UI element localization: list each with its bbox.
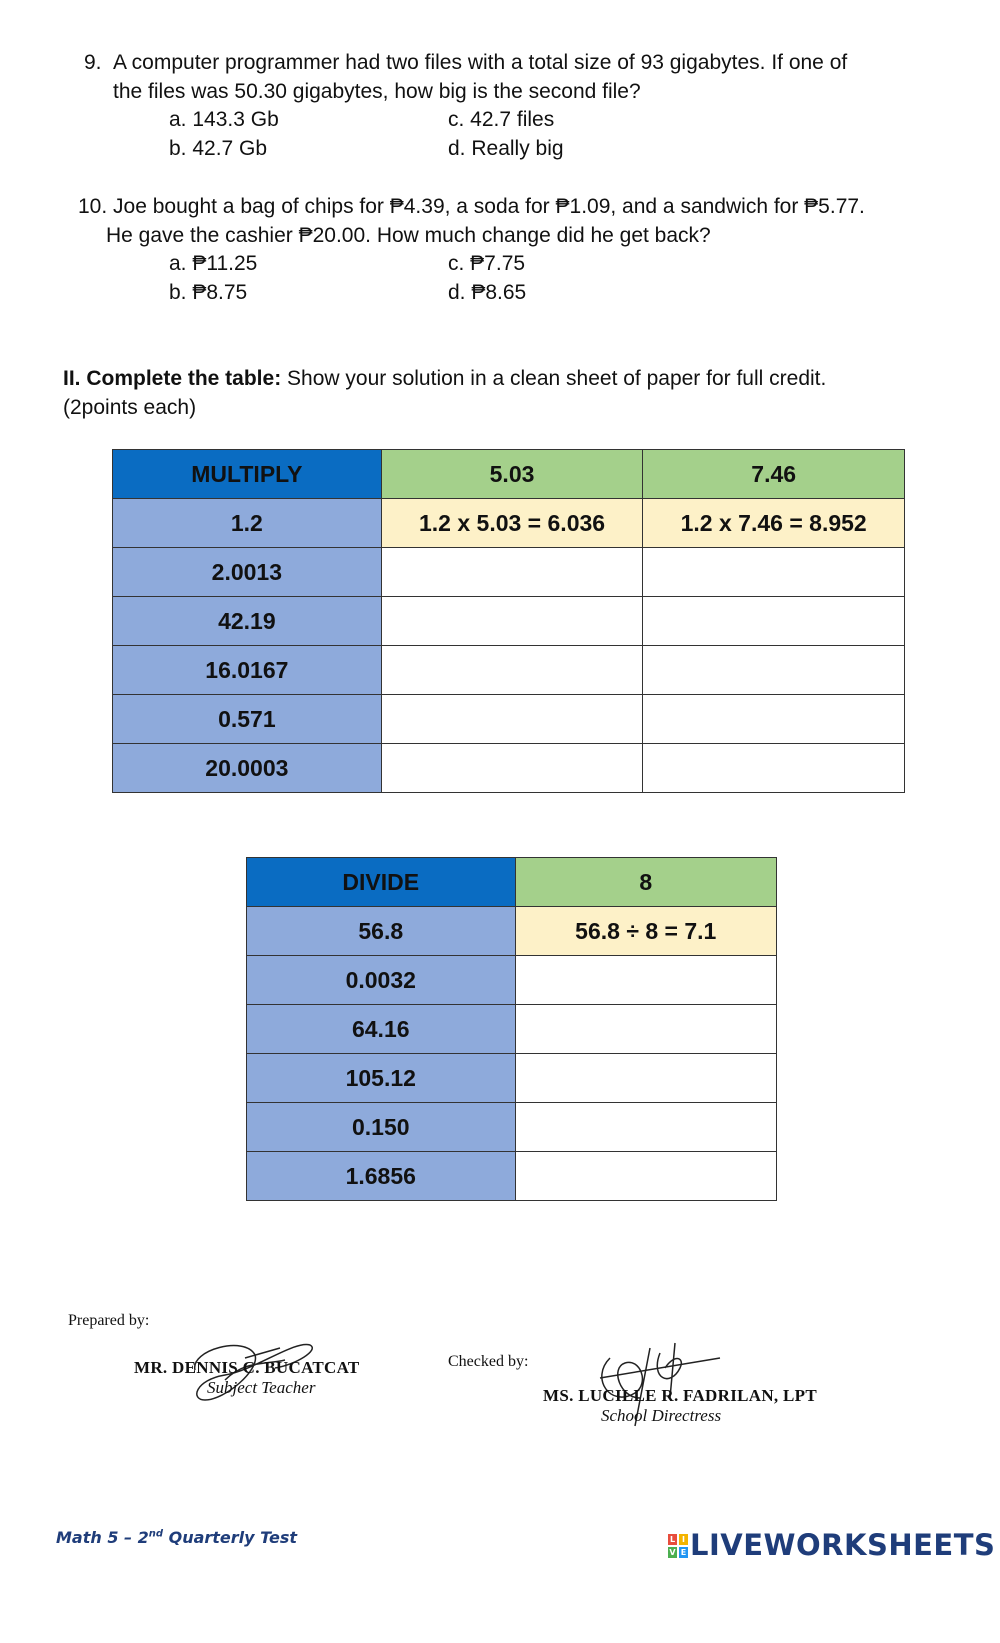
question-10-text-line1: Joe bought a bag of chips for ₱4.39, a soda for ₱1.09, and a sandwich for ₱5.77.	[113, 195, 865, 218]
table-row	[247, 907, 777, 956]
answer-cell[interactable]	[643, 695, 905, 744]
row-label: 20.0003	[113, 744, 382, 793]
question-9-text-line2: the files was 50.30 gigabytes, how big is the second file?	[113, 80, 641, 103]
logo-block: L	[669, 1535, 676, 1544]
answer-input[interactable]	[382, 646, 643, 694]
question-10	[78, 192, 865, 222]
footer-subject-text-end: Quarterly Test	[163, 1528, 298, 1547]
table-header-row	[247, 858, 777, 907]
option-b[interactable]: b. 42.7 Gb	[169, 137, 268, 160]
directress-title: School Directress	[601, 1406, 722, 1425]
answer-cell[interactable]	[643, 597, 905, 646]
table-row	[247, 1152, 777, 1201]
section-2-instruction: Show your solution in a clean sheet of paper for full credit.	[281, 367, 827, 390]
section-2-title: II. Complete the table:	[63, 367, 282, 390]
row-label: 0.0032	[247, 956, 516, 1005]
option-d[interactable]: d. Really big	[448, 137, 564, 160]
directress-name: MS. LUCILLE R. FADRILAN, LPT	[543, 1386, 817, 1405]
answer-input[interactable]	[643, 744, 904, 792]
row-label: 105.12	[247, 1054, 516, 1103]
option-d[interactable]: d. ₱8.65	[448, 281, 527, 304]
row-label: 42.19	[113, 597, 382, 646]
column-header: 8	[515, 858, 776, 907]
row-label: 0.150	[247, 1103, 516, 1152]
table-row	[113, 744, 905, 793]
section-2-points: (2points each)	[63, 396, 197, 419]
teacher-title: Subject Teacher	[207, 1378, 316, 1397]
answer-input[interactable]	[643, 695, 904, 743]
question-number: 9.	[84, 51, 102, 74]
table-row	[113, 646, 905, 695]
table-row	[247, 1054, 777, 1103]
answer-cell[interactable]	[643, 646, 905, 695]
answer-input[interactable]	[382, 695, 643, 743]
answer-cell[interactable]	[381, 646, 643, 695]
answer-input[interactable]	[382, 744, 643, 792]
section-2-heading	[63, 364, 943, 394]
footer-subject-sup: nd	[148, 1528, 164, 1540]
option-a[interactable]: a. ₱11.25	[169, 252, 258, 275]
row-label: 2.0013	[113, 548, 382, 597]
option-c[interactable]: c. 42.7 files	[448, 108, 555, 131]
table-row	[247, 956, 777, 1005]
answer-input[interactable]	[643, 646, 904, 694]
table-row	[113, 499, 905, 548]
table-row	[113, 597, 905, 646]
answer-cell[interactable]	[515, 956, 776, 1005]
row-label: 0.571	[113, 695, 382, 744]
option-c[interactable]: c. ₱7.75	[448, 252, 526, 275]
answer-input[interactable]	[516, 1152, 776, 1200]
answer-cell[interactable]	[381, 597, 643, 646]
answer-cell[interactable]	[381, 744, 643, 793]
question-9-text-line1: A computer programmer had two files with a total size of 93 gigabytes. If one of	[113, 51, 848, 74]
answer-cell[interactable]	[515, 1005, 776, 1054]
row-label: 16.0167	[113, 646, 382, 695]
question-number: 10.	[78, 195, 108, 218]
row-label: 64.16	[247, 1005, 516, 1054]
footer-subject	[56, 1528, 297, 1547]
question-10-text-line2: He gave the cashier ₱20.00. How much change did he get back?	[106, 224, 711, 247]
answer-input[interactable]	[516, 956, 776, 1004]
example-cell: 1.2 x 7.46 = 8.952	[643, 499, 905, 548]
column-header: 5.03	[381, 450, 643, 499]
teacher-name: MR. DENNIS C. BUCATCAT	[134, 1358, 360, 1377]
answer-input[interactable]	[643, 548, 904, 596]
table-row	[113, 548, 905, 597]
logo-block: V	[669, 1548, 676, 1557]
multiply-header: MULTIPLY	[113, 450, 382, 499]
table-row	[113, 695, 905, 744]
answer-input[interactable]	[382, 597, 643, 645]
example-cell: 1.2 x 5.03 = 6.036	[381, 499, 643, 548]
logo-block: E	[680, 1548, 687, 1557]
divide-table	[246, 857, 777, 1201]
row-label: 1.6856	[247, 1152, 516, 1201]
liveworksheets-logo-icon	[668, 1534, 688, 1558]
example-cell: 56.8 ÷ 8 = 7.1	[515, 907, 776, 956]
answer-input[interactable]	[382, 548, 643, 596]
multiply-table	[112, 449, 905, 793]
footer-subject-text: Math 5 – 2	[56, 1528, 149, 1547]
answer-cell[interactable]	[381, 548, 643, 597]
answer-input[interactable]	[516, 1054, 776, 1102]
logo-block: I	[679, 1534, 688, 1545]
answer-cell[interactable]	[515, 1054, 776, 1103]
answer-input[interactable]	[516, 1103, 776, 1151]
row-label: 1.2	[113, 499, 382, 548]
table-row	[247, 1103, 777, 1152]
answer-cell[interactable]	[515, 1103, 776, 1152]
option-a[interactable]: a. 143.3 Gb	[169, 108, 279, 131]
answer-input[interactable]	[643, 597, 904, 645]
column-header: 7.46	[643, 450, 905, 499]
prepared-by-label: Prepared by:	[68, 1312, 150, 1329]
divide-header: DIVIDE	[247, 858, 516, 907]
option-b[interactable]: b. ₱8.75	[169, 281, 248, 304]
checked-by-label: Checked by:	[448, 1353, 529, 1370]
table-row	[247, 1005, 777, 1054]
table-header-row	[113, 450, 905, 499]
answer-cell[interactable]	[381, 695, 643, 744]
question-9	[84, 48, 102, 78]
row-label: 56.8	[247, 907, 516, 956]
answer-cell[interactable]	[515, 1152, 776, 1201]
answer-input[interactable]	[516, 1005, 776, 1053]
answer-cell[interactable]	[643, 548, 905, 597]
liveworksheets-logo[interactable]: LIVEWORKSHEETS	[690, 1528, 996, 1562]
answer-cell[interactable]	[643, 744, 905, 793]
